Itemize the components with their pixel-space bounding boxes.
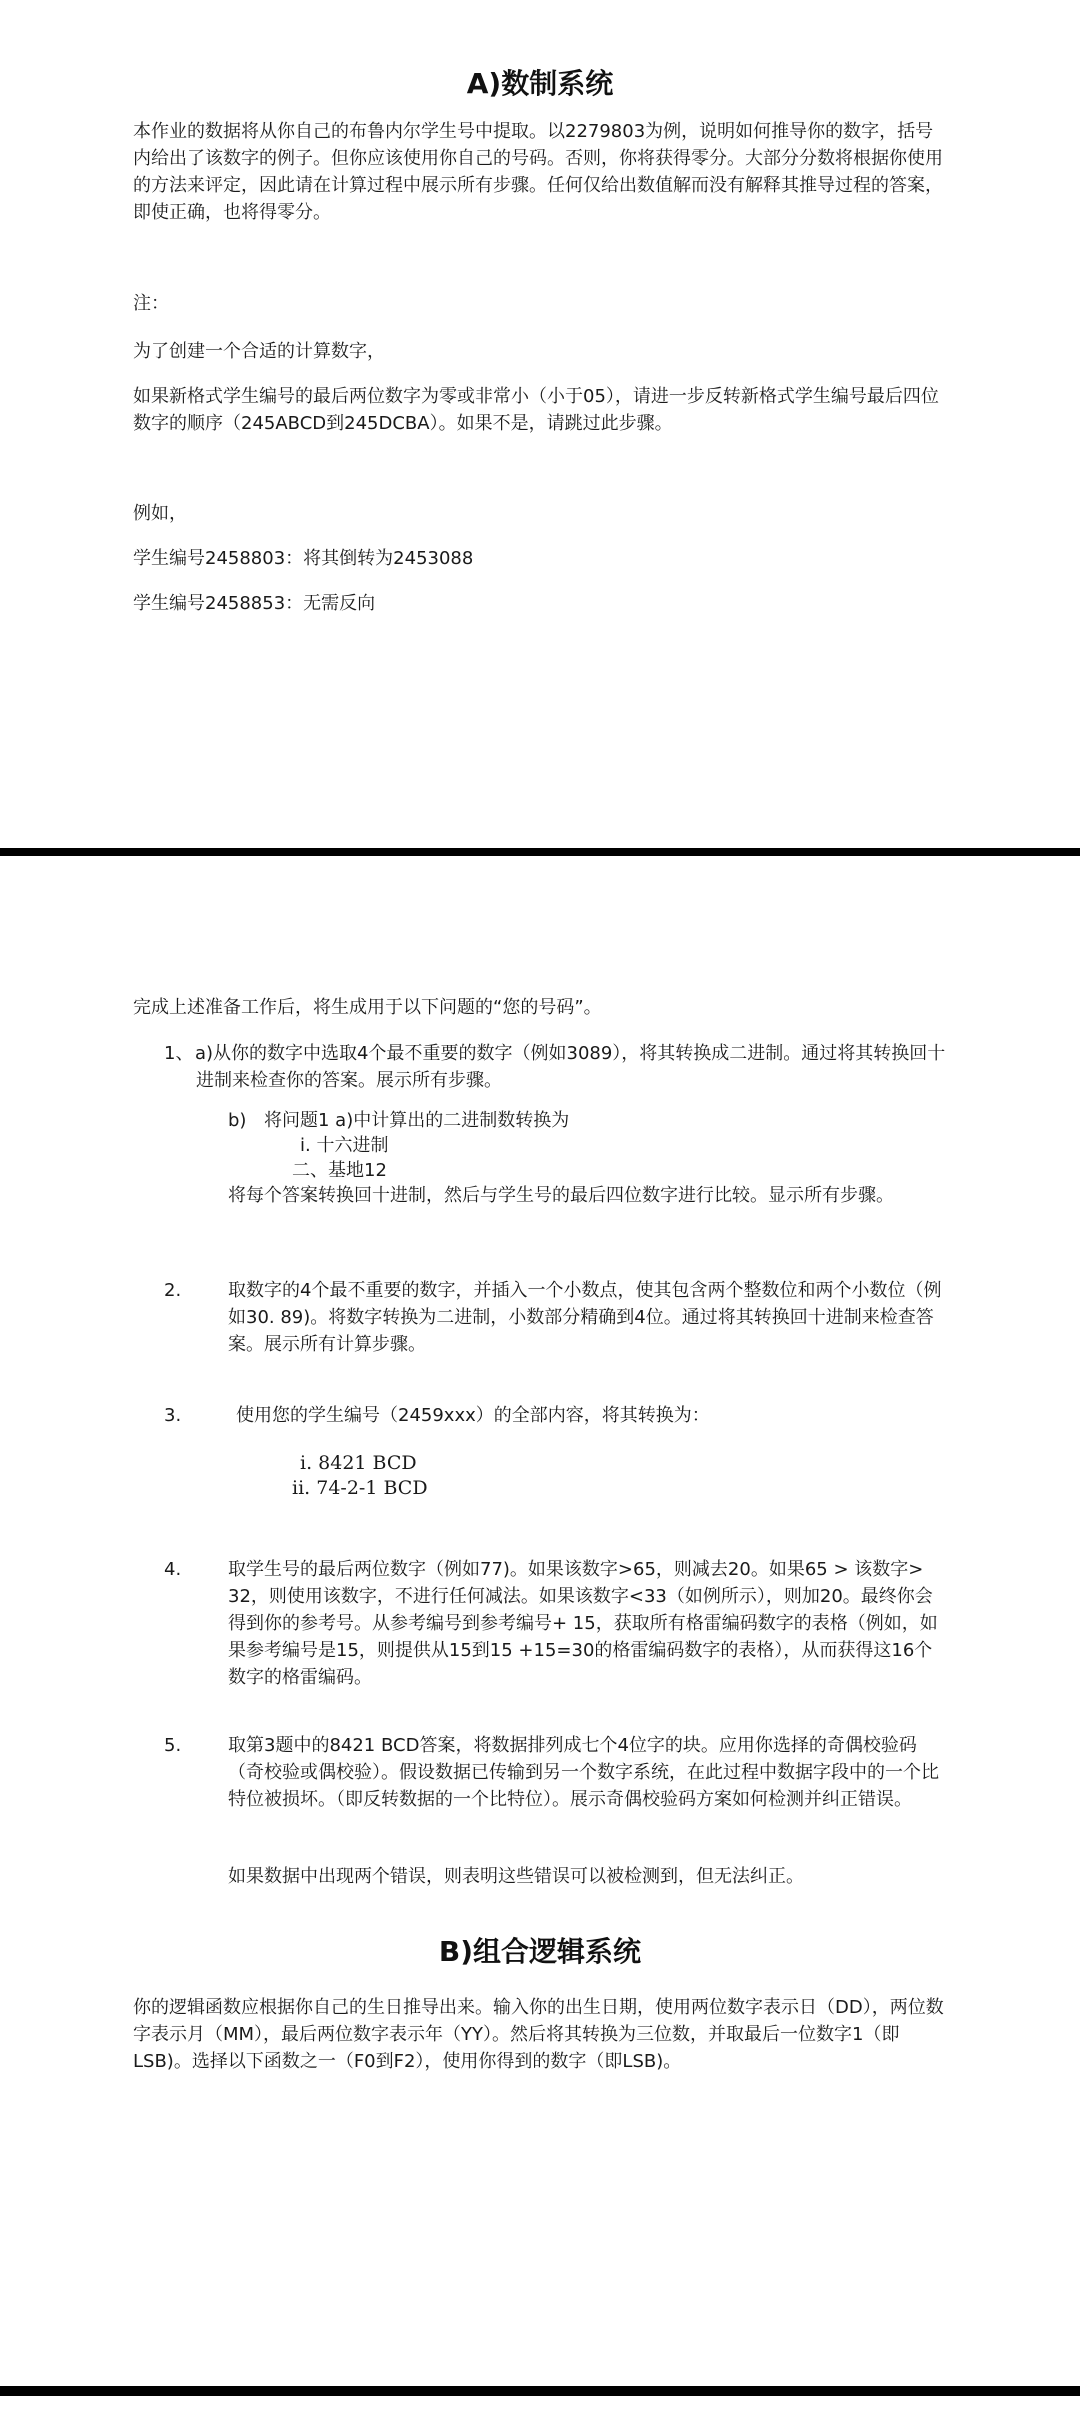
note-label: 注： [133,293,169,314]
question-5-note: 如果数据中出现两个错误，则表明这些错误可以被检测到，但无法纠正。 [228,1866,804,1887]
question-3: 使用您的学生编号（2459xxx）的全部内容，将其转换为： [236,1405,710,1426]
question-2-number: 2. [164,1280,182,1301]
question-3-option-ii: ii. 74-2-1 BCD [292,1477,428,1499]
document-page-2 [0,856,1080,2386]
lead-paragraph: 完成上述准备工作后，将生成用于以下问题的“您的号码”。 [133,997,602,1018]
page-divider [0,848,1080,856]
section-b-intro: 你的逻辑函数应根据你自己的生日推导出来。输入你的出生日期，使用两位数字表示日（DD），两位数字表示月（MM），最后两位数字表示年（YY）。然后将其转换为三位数，并取最后一位数字1（即LSB)。选择以下函数之一（F0到F2），使用你得到的数字（即LSB)。 [133,1997,944,2072]
page-divider-bottom [0,2386,1080,2396]
question-1b-label: b) [228,1110,247,1131]
note-line-2: 如果新格式学生编号的最后两位数字为零或非常小（小于05），请进一步反转新格式学生编号最后四位数字的顺序（245ABCD到245DCBA）。如果不是，请跳过此步骤。 [133,386,939,434]
question-1-number: 1、 [164,1043,194,1064]
intro-paragraph: 本作业的数据将从你自己的布鲁内尔学生号中提取。以2279803为例，说明如何推导你的数字，括号内给出了该数字的例子。但你应该使用你自己的号码。否则，你将获得零分。大部分分数将根据你使用的方法来评定，因此请在计算过程中展示所有步骤。任何仅给出数值解而没有解释其推导过程的答案，即使正确，也将得零分。 [133,121,943,223]
example-label: 例如， [133,503,187,524]
question-1a-text: a)从你的数字中选取4个最不重要的数字（例如3089），将其转换成二进制。通过将其转换回十进制来检查你的答案。展示所有步骤。 [195,1043,946,1091]
question-2: 取数字的4个最不重要的数字，并插入一个小数点，使其包含两个整数位和两个小数位（例如30. 89)。将数字转换为二进制，小数部分精确到4位。通过将其转换回十进制来检查答案。展示所有计算步骤。 [228,1280,942,1355]
example-2: 学生编号2458853：无需反向 [133,593,376,614]
question-1b-option-ii: 二、基地12 [292,1160,387,1181]
section-title-b: B)组合逻辑系统 [438,1935,642,1968]
document-page-1 [0,0,1080,848]
note-line-1: 为了创建一个合适的计算数字， [133,341,385,362]
question-1a [196,1040,949,1094]
question-1b: 将问题1 a)中计算出的二进制数转换为 [264,1110,570,1131]
question-3-number: 3. [164,1405,182,1426]
question-1b-instructions: 将每个答案转换回十进制，然后与学生号的最后四位数字进行比较。显示所有步骤。 [228,1185,894,1206]
question-4-number: 4. [164,1559,182,1580]
question-4: 取学生号的最后两位数字（例如77)。如果该数字>65，则减去20。如果65 > 该数字> 32，则使用该数字，不进行任何减法。如果该数字<33（如例所示），则加20。最终你会得到你的参考号。从参考编号到参考编号+ 15，获取所有格雷编码数字的表格（例如，如果参考编号是15，则提供从15到15 +15=30的格雷编码数字的表格），从而获得这16个数字的格雷编码。 [228,1559,938,1688]
question-3-option-i: i. 8421 BCD [300,1452,417,1474]
example-1: 学生编号2458803：将其倒转为2453088 [133,548,474,569]
question-1b-option-i: i. 十六进制 [300,1135,389,1156]
question-5-number: 5. [164,1735,182,1756]
question-5: 取第3题中的8421 BCD答案，将数据排列成七个4位字的块。应用你选择的奇偶校验码（奇校验或偶校验）。假设数据已传输到另一个数字系统，在此过程中数据字段中的一个比特位被损坏。（即反转数据的一个比特位）。展示奇偶校验码方案如何检测并纠正错误。 [228,1735,939,1810]
section-title-a: A)数制系统 [466,67,614,100]
